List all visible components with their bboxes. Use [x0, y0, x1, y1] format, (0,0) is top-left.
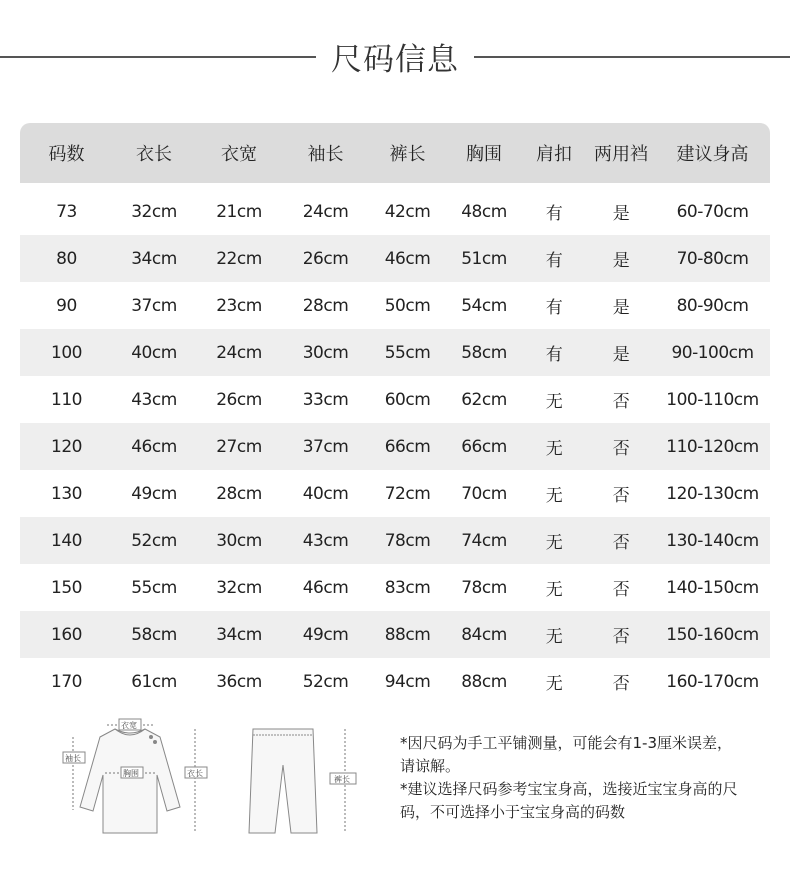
- table-cell: 否: [612, 627, 630, 647]
- table-cell: 24cm: [302, 201, 349, 222]
- table-cell: 130-140cm: [666, 530, 759, 551]
- table-cell: 49cm: [302, 624, 349, 645]
- table-cell: 43cm: [131, 389, 177, 410]
- note-measurement: *因尺码为手工平铺测量，可能会有1-3厘米误差，请谅解。: [400, 734, 733, 775]
- table-row: [20, 564, 770, 611]
- table-cell: 88cm: [461, 671, 507, 692]
- table-row: [20, 423, 770, 470]
- header-width: 衣宽: [221, 144, 257, 165]
- table-cell: 73: [56, 201, 77, 222]
- header-height: 建议身高: [676, 144, 749, 165]
- table-cell: 否: [612, 439, 630, 459]
- table-cell: 61cm: [131, 671, 177, 692]
- label-chest: 胸围: [123, 769, 139, 778]
- header-chest: 胸围: [466, 144, 502, 165]
- table-cell: 110: [51, 389, 82, 410]
- table-cell: 80-90cm: [676, 295, 749, 316]
- label-pants-length: 裤长: [334, 775, 350, 784]
- table-cell: 80: [56, 248, 77, 269]
- table-cell: 有: [545, 345, 563, 365]
- table-cell: 62cm: [461, 389, 507, 410]
- table-cell: 150: [51, 577, 82, 598]
- table-cell: 140: [51, 530, 82, 551]
- table-cell: 60-70cm: [676, 201, 749, 222]
- table-cell: 100-110cm: [666, 389, 759, 410]
- table-row: [20, 282, 770, 329]
- table-cell: 66cm: [461, 436, 507, 457]
- table-cell: 52cm: [131, 530, 177, 551]
- table-cell: 160: [51, 624, 82, 645]
- table-cell: 无: [545, 486, 563, 506]
- table-cell: 60cm: [384, 389, 431, 410]
- table-cell: 100: [51, 342, 82, 363]
- table-cell: 37cm: [131, 295, 177, 316]
- table-cell: 78cm: [384, 530, 431, 551]
- table-cell: 46cm: [131, 436, 177, 457]
- table-cell: 110-120cm: [666, 436, 759, 457]
- table-cell: 42cm: [384, 201, 431, 222]
- table-row: [20, 611, 770, 658]
- table-cell: 88cm: [384, 624, 431, 645]
- table-cell: 49cm: [131, 483, 177, 504]
- table-cell: 无: [545, 533, 563, 553]
- table-cell: 有: [545, 204, 563, 224]
- table-row: [20, 329, 770, 376]
- header-crotch: 两用裆: [594, 144, 648, 165]
- table-cell: 66cm: [384, 436, 431, 457]
- table-header: [20, 123, 770, 183]
- table-cell: 70-80cm: [676, 248, 749, 269]
- table-body: [20, 188, 770, 705]
- table-row: [20, 235, 770, 282]
- table-cell: 58cm: [131, 624, 177, 645]
- table-cell: 58cm: [461, 342, 507, 363]
- table-cell: 54cm: [461, 295, 507, 316]
- measurement-diagram: [55, 715, 385, 845]
- table-cell: 28cm: [216, 483, 262, 504]
- table-cell: 72cm: [384, 483, 431, 504]
- table-cell: 84cm: [461, 624, 507, 645]
- table-cell: 22cm: [216, 248, 262, 269]
- table-row: [20, 517, 770, 564]
- table-cell: 27cm: [216, 436, 262, 457]
- table-cell: 120-130cm: [666, 483, 759, 504]
- table-cell: 40cm: [302, 483, 349, 504]
- table-cell: 46cm: [302, 577, 349, 598]
- table-cell: 有: [545, 298, 563, 318]
- table-cell: 否: [612, 580, 630, 600]
- label-length: 衣长: [187, 769, 203, 778]
- table-cell: 无: [545, 627, 563, 647]
- table-cell: 34cm: [216, 624, 262, 645]
- table-cell: 30cm: [302, 342, 349, 363]
- size-table: [20, 123, 770, 705]
- table-cell: 55cm: [131, 577, 177, 598]
- label-sleeve: 袖长: [65, 754, 81, 763]
- table-cell: 51cm: [461, 248, 507, 269]
- table-cell: 94cm: [384, 671, 431, 692]
- shirt-illustration: [73, 725, 195, 833]
- table-row: [20, 658, 770, 705]
- table-cell: 150-160cm: [666, 624, 759, 645]
- table-cell: 24cm: [216, 342, 262, 363]
- table-cell: 是: [612, 204, 630, 224]
- title-rule-left: [0, 56, 316, 58]
- note-recommendation: *建议选择尺码参考宝宝身高，选接近宝宝身高的尺码，不可选择小于宝宝身高的码数: [400, 780, 738, 821]
- table-row: [20, 188, 770, 235]
- table-cell: 78cm: [461, 577, 507, 598]
- table-cell: 90-100cm: [671, 342, 754, 363]
- header-length: 衣长: [136, 144, 172, 165]
- table-cell: 40cm: [131, 342, 177, 363]
- table-cell: 否: [612, 486, 630, 506]
- table-cell: 36cm: [216, 671, 262, 692]
- table-cell: 70cm: [461, 483, 507, 504]
- table-cell: 23cm: [216, 295, 262, 316]
- table-cell: 21cm: [216, 201, 262, 222]
- table-cell: 34cm: [131, 248, 177, 269]
- header-shoulder-button: 肩扣: [536, 144, 572, 165]
- table-cell: 90: [56, 295, 77, 316]
- table-cell: 30cm: [216, 530, 262, 551]
- header-size: 码数: [48, 144, 85, 165]
- table-cell: 否: [612, 533, 630, 553]
- table-cell: 无: [545, 580, 563, 600]
- table-cell: 55cm: [384, 342, 431, 363]
- table-cell: 26cm: [216, 389, 262, 410]
- table-cell: 26cm: [302, 248, 349, 269]
- table-cell: 无: [545, 392, 563, 412]
- table-cell: 33cm: [302, 389, 349, 410]
- table-cell: 是: [612, 251, 630, 271]
- table-cell: 有: [545, 251, 563, 271]
- table-cell: 28cm: [302, 295, 349, 316]
- title-rule-right: [474, 56, 790, 58]
- table-cell: 是: [612, 345, 630, 365]
- size-notes: [400, 732, 740, 824]
- table-cell: 否: [612, 392, 630, 412]
- table-cell: 170: [51, 671, 82, 692]
- table-cell: 32cm: [131, 201, 177, 222]
- table-cell: 46cm: [384, 248, 431, 269]
- table-cell: 160-170cm: [666, 671, 759, 692]
- table-cell: 37cm: [302, 436, 349, 457]
- table-cell: 无: [545, 674, 563, 694]
- table-cell: 50cm: [384, 295, 431, 316]
- table-cell: 无: [545, 439, 563, 459]
- table-cell: 120: [51, 436, 82, 457]
- table-cell: 43cm: [302, 530, 349, 551]
- table-cell: 32cm: [216, 577, 262, 598]
- page-title: 尺码信息: [331, 42, 459, 78]
- table-cell: 140-150cm: [666, 577, 759, 598]
- table-cell: 是: [612, 298, 630, 318]
- pants-labels: [330, 773, 356, 784]
- table-cell: 83cm: [384, 577, 431, 598]
- table-cell: 130: [51, 483, 82, 504]
- header-pants-length: 裤长: [389, 144, 426, 165]
- header-sleeve: 袖长: [307, 144, 344, 165]
- section-title: [0, 30, 790, 80]
- table-cell: 48cm: [461, 201, 507, 222]
- table-row: [20, 376, 770, 423]
- table-cell: 74cm: [461, 530, 507, 551]
- table-row: [20, 470, 770, 517]
- table-cell: 52cm: [302, 671, 349, 692]
- label-width: 衣宽: [121, 721, 137, 730]
- table-cell: 否: [612, 674, 630, 694]
